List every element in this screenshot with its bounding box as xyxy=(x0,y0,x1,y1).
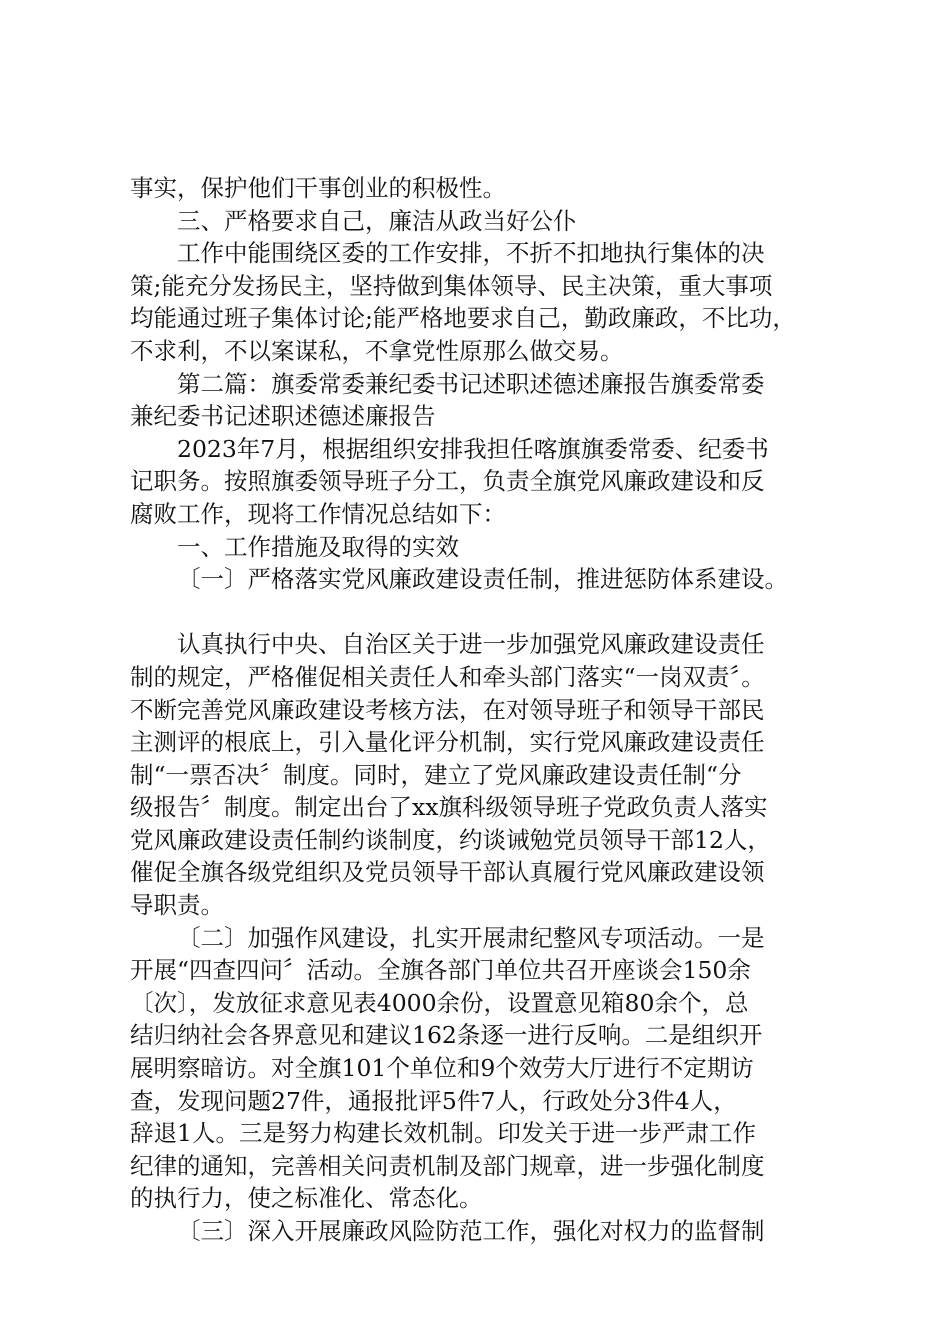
text-line: 2023年7月，根据组织安排我担任喀旗旗委常委、纪委书 xyxy=(177,434,769,463)
subsection-heading: 〔三〕深入开展廉政风险防范工作，强化对权力的监督制 xyxy=(177,1217,765,1245)
section-heading: 一、工作措施及取得的实效 xyxy=(177,532,459,561)
text-line: 辞退1人。三是努力构建长效机制。印发关于进一步严肃工作 xyxy=(130,1119,756,1148)
text-line: 结归纳社会各界意见和建议162条逐一进行反响。二是组织开 xyxy=(130,1021,763,1050)
text-line: 均能通过班子集体讨论;能严格地要求自己，勤政廉政，不比功， xyxy=(130,304,796,333)
text-line: 不断完善党风廉政建设考核方法，在对领导班子和领导干部民 xyxy=(130,695,765,724)
subsection-heading: 〔一〕严格落实党风廉政建设责任制，推进惩防体系建设。 xyxy=(177,565,788,594)
chapter-title: 第二篇：旗委常委兼纪委书记述职述德述廉报告旗委常委 xyxy=(177,369,765,398)
text-line: 催促全旗各级党组织及党员领导干部认真履行党风廉政建设领 xyxy=(130,858,765,887)
text-line: 导职责。 xyxy=(130,891,224,920)
text-line: 认真执行中央、自治区关于进一步加强党风廉政建设责任 xyxy=(177,630,765,659)
text-line: 〔次〕，发放征求意见表4000余份，设置意见箱80余个，总 xyxy=(130,988,749,1017)
text-line: 制“一票否决〞制度。同时，建立了党风廉政建设责任制“分 xyxy=(130,760,742,789)
text-line: 展明察暗访。对全旗101个单位和9个效劳大厅进行不定期访 xyxy=(130,1054,754,1083)
text-line: 不求利，不以案谋私，不拿党性原那么做交易。 xyxy=(130,336,624,365)
text-line: 事实，保护他们干事创业的积极性。 xyxy=(130,174,506,202)
text-line: 主测评的根底上，引入量化评分机制，实行党风廉政建设责任 xyxy=(130,728,765,757)
blank-line xyxy=(130,596,830,629)
text-line: 腐败工作，现将工作情况总结如下： xyxy=(130,499,506,528)
text-line: 党风廉政建设责任制约谈制度，约谈诫勉党员领导干部12人， xyxy=(130,825,771,854)
document-body xyxy=(130,172,830,1248)
text-line: 策;能充分发扬民主，坚持做到集体领导、民主决策，重大事项 xyxy=(130,271,773,300)
subsection-heading: 〔二〕加强作风建设，扎实开展肃纪整风专项活动。一是 xyxy=(177,923,765,952)
text-line: 级报告〞制度。制定出台了xx旗科级领导班子党政负责人落实 xyxy=(130,793,768,822)
text-line: 纪律的通知，完善相关问责机制及部门规章，进一步强化制度 xyxy=(130,1151,765,1180)
text-line: 记职务。按照旗委领导班子分工，负责全旗党风廉政建设和反 xyxy=(130,467,765,496)
text-line: 工作中能围绕区委的工作安排，不折不扣地执行集体的决 xyxy=(177,239,765,268)
text-line: 开展“四查四问〞活动。全旗各部门单位共召开座谈会150余 xyxy=(130,956,751,985)
text-line: 制的规定，严格催促相关责任人和牵头部门落实“一岗双责〞。 xyxy=(130,662,765,691)
text-line: 查，发现问题27件，通报批评5件7人，行政处分3件4人， xyxy=(130,1086,737,1115)
section-heading: 三、严格要求自己，廉洁从政当好公仆 xyxy=(177,206,577,235)
chapter-title: 兼纪委书记述职述德述廉报告 xyxy=(130,402,436,431)
text-line: 的执行力，使之标准化、常态化。 xyxy=(130,1184,483,1213)
